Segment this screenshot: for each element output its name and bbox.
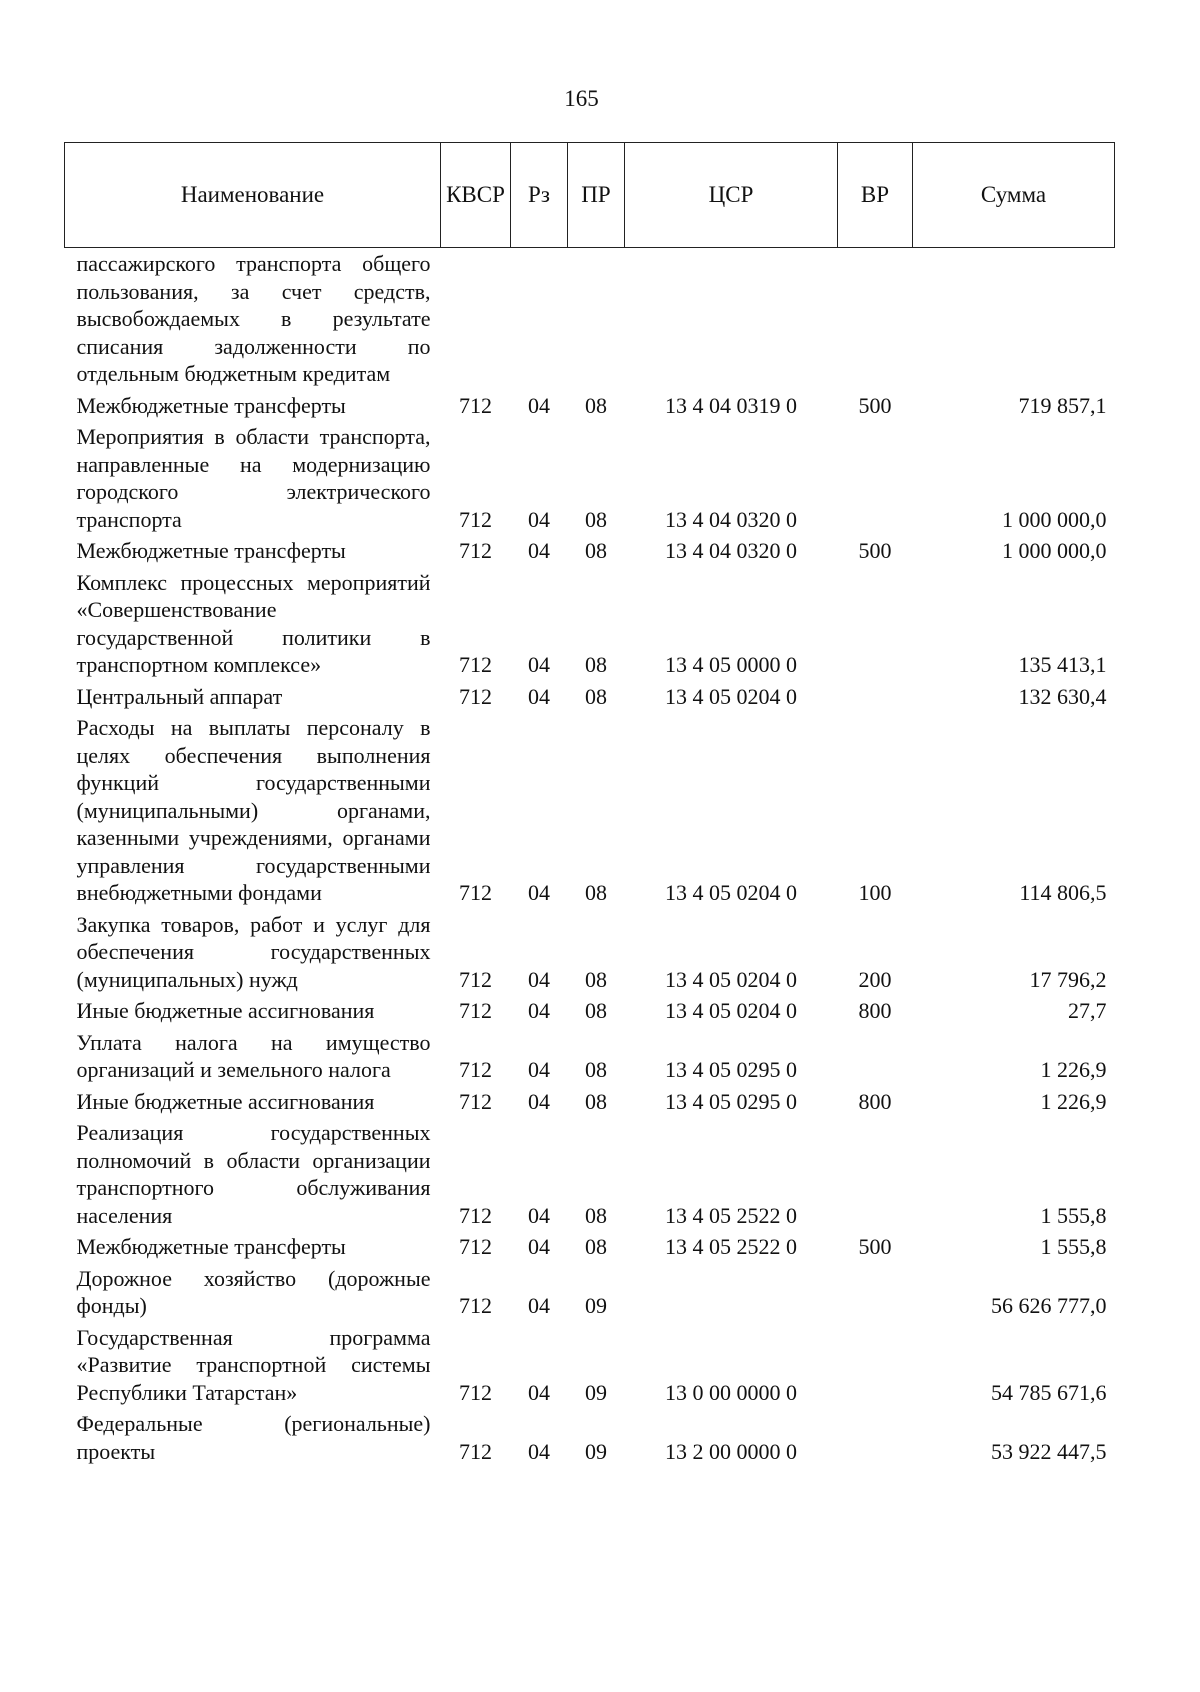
cell-csr: 13 4 05 2522 0 xyxy=(665,1234,797,1259)
cell-rz: 04 xyxy=(528,880,550,905)
cell-pr: 08 xyxy=(585,506,607,532)
cell-csr: 13 4 04 0319 0 xyxy=(665,392,797,418)
cell-pr: 09 xyxy=(585,1379,607,1405)
table-row xyxy=(65,1263,1115,1322)
cell-sum: 56 626 777,0 xyxy=(991,1293,1107,1318)
header-sum: Сумма xyxy=(913,143,1115,248)
cell-rz: 04 xyxy=(528,683,550,709)
cell-pr: 08 xyxy=(585,1057,607,1082)
cell-csr: 13 4 04 0320 0 xyxy=(665,506,797,532)
cell-rz xyxy=(511,248,568,390)
table-row xyxy=(65,1086,1115,1118)
cell-kvsr: 712 xyxy=(459,652,492,677)
cell-vr xyxy=(838,1117,913,1231)
cell-sum: 1 226,9 xyxy=(1040,1088,1107,1114)
cell-kvsr: 712 xyxy=(459,1088,492,1114)
cell-sum: 1 555,8 xyxy=(1040,1202,1107,1228)
budget-table xyxy=(64,142,1115,1467)
table-row xyxy=(65,909,1115,996)
cell-csr: 13 4 05 0295 0 xyxy=(665,1057,797,1082)
cell-name: Реализация государственных полномочий в области организации транспортного обслуживания населения xyxy=(76,1120,431,1228)
cell-vr xyxy=(838,248,913,390)
cell-vr: 200 xyxy=(858,966,892,992)
cell-rz: 04 xyxy=(528,1379,550,1405)
cell-pr: 08 xyxy=(585,1234,607,1259)
cell-pr: 09 xyxy=(585,1438,607,1464)
cell-csr: 13 0 00 0000 0 xyxy=(665,1379,797,1405)
cell-kvsr: 712 xyxy=(459,392,492,418)
cell-kvsr: 712 xyxy=(459,683,492,709)
table-row xyxy=(65,567,1115,681)
table-row xyxy=(65,1408,1115,1467)
cell-name: Иные бюджетные ассигнования xyxy=(76,998,375,1023)
cell-name: Закупка товаров, работ и услуг для обеспечения государственных (муниципальных) нужд xyxy=(76,911,431,992)
cell-pr: 08 xyxy=(585,392,607,418)
cell-vr: 800 xyxy=(858,1088,892,1114)
table-row xyxy=(65,1027,1115,1086)
cell-pr: 08 xyxy=(585,1202,607,1228)
table-row xyxy=(65,1231,1115,1263)
cell-sum: 114 806,5 xyxy=(1019,880,1107,905)
cell-name: Комплекс процессных мероприятий «Совершенствование государственной политики в транспортном комплексе» xyxy=(76,569,431,677)
cell-rz: 04 xyxy=(528,392,550,418)
cell-name: Иные бюджетные ассигнования xyxy=(76,1088,375,1114)
cell-sum: 1 226,9 xyxy=(1040,1057,1107,1082)
cell-sum xyxy=(913,248,1115,390)
cell-kvsr: 712 xyxy=(459,966,492,992)
cell-sum: 54 785 671,6 xyxy=(991,1379,1107,1405)
cell-sum: 1 000 000,0 xyxy=(1002,538,1107,563)
cell-sum: 1 555,8 xyxy=(1040,1234,1107,1259)
cell-pr xyxy=(568,248,625,390)
header-kvsr: КВСР xyxy=(441,143,511,248)
cell-kvsr: 712 xyxy=(459,506,492,532)
cell-name: Дорожное хозяйство (дорожные фонды) xyxy=(76,1265,431,1318)
cell-sum: 53 922 447,5 xyxy=(991,1438,1107,1464)
table-row xyxy=(65,535,1115,567)
cell-rz: 04 xyxy=(528,1293,550,1318)
cell-sum: 1 000 000,0 xyxy=(1002,506,1107,532)
cell-csr: 13 4 05 0295 0 xyxy=(665,1088,797,1114)
cell-rz: 04 xyxy=(528,1202,550,1228)
cell-pr: 08 xyxy=(585,998,607,1023)
cell-csr xyxy=(625,248,838,390)
cell-csr: 13 4 05 0204 0 xyxy=(665,683,797,709)
header-pr: ПР xyxy=(568,143,625,248)
cell-csr: 13 2 00 0000 0 xyxy=(665,1438,797,1464)
cell-sum: 17 796,2 xyxy=(1029,966,1107,992)
cell-name: Центральный аппарат xyxy=(76,683,283,709)
cell-kvsr: 712 xyxy=(459,1293,492,1318)
cell-rz: 04 xyxy=(528,1057,550,1082)
cell-vr xyxy=(838,1322,913,1409)
cell-name: Уплата налога на имущество организаций и земельного налога xyxy=(76,1029,431,1082)
cell-pr: 08 xyxy=(585,1088,607,1114)
header-rz: Рз xyxy=(511,143,568,248)
cell-kvsr: 712 xyxy=(459,998,492,1023)
cell-vr: 800 xyxy=(858,998,892,1023)
cell-rz: 04 xyxy=(528,1088,550,1114)
table-row xyxy=(65,248,1115,390)
cell-name: Межбюджетные трансферты xyxy=(76,392,346,418)
cell-sum: 719 857,1 xyxy=(1018,392,1107,418)
cell-kvsr: 712 xyxy=(459,1438,492,1464)
cell-name: Межбюджетные трансферты xyxy=(76,538,346,563)
table-row xyxy=(65,681,1115,713)
cell-pr: 08 xyxy=(585,538,607,563)
cell-sum: 135 413,1 xyxy=(1018,652,1107,677)
cell-name: пассажирского транспорта общего пользования, за счет средств, высвобождаемых в результате списания задолженности по отдельным бюджетным кредитам xyxy=(76,251,431,386)
cell-kvsr: 712 xyxy=(459,1202,492,1228)
cell-kvsr xyxy=(441,248,511,390)
cell-csr: 13 4 05 2522 0 xyxy=(665,1202,797,1228)
cell-name: Межбюджетные трансферты xyxy=(76,1234,346,1259)
cell-kvsr: 712 xyxy=(459,538,492,563)
cell-pr: 08 xyxy=(585,880,607,905)
cell-sum: 132 630,4 xyxy=(1018,683,1107,709)
cell-vr xyxy=(838,1027,913,1086)
cell-sum: 27,7 xyxy=(1068,998,1107,1023)
cell-csr: 13 4 04 0320 0 xyxy=(665,538,797,563)
table-row xyxy=(65,1117,1115,1231)
cell-kvsr: 712 xyxy=(459,1234,492,1259)
cell-vr: 100 xyxy=(858,880,892,905)
cell-rz: 04 xyxy=(528,538,550,563)
cell-kvsr: 712 xyxy=(459,1057,492,1082)
cell-vr xyxy=(838,421,913,535)
header-row xyxy=(65,143,1115,248)
table-row xyxy=(65,1322,1115,1409)
cell-kvsr: 712 xyxy=(459,1379,492,1405)
header-csr: ЦСР xyxy=(625,143,838,248)
cell-rz: 04 xyxy=(528,506,550,532)
table-header xyxy=(65,143,1115,248)
cell-pr: 08 xyxy=(585,966,607,992)
cell-vr: 500 xyxy=(858,538,892,563)
cell-vr: 500 xyxy=(858,1234,892,1259)
cell-csr xyxy=(625,1263,838,1322)
cell-kvsr: 712 xyxy=(459,880,492,905)
table-row xyxy=(65,712,1115,909)
cell-vr xyxy=(838,1263,913,1322)
table-row xyxy=(65,995,1115,1027)
cell-pr: 08 xyxy=(585,652,607,677)
table-row xyxy=(65,421,1115,535)
header-name: Наименование xyxy=(65,143,441,248)
cell-rz: 04 xyxy=(528,1234,550,1259)
budget-table-wrapper xyxy=(64,142,1114,1467)
cell-rz: 04 xyxy=(528,998,550,1023)
cell-rz: 04 xyxy=(528,1438,550,1464)
cell-pr: 08 xyxy=(585,683,607,709)
table-body xyxy=(65,248,1115,1468)
page-number: 165 xyxy=(564,86,599,111)
cell-csr: 13 4 05 0204 0 xyxy=(665,998,797,1023)
cell-vr: 500 xyxy=(858,392,892,418)
cell-name: Мероприятия в области транспорта, направленные на модернизацию городского электрического транспорта xyxy=(76,424,431,532)
table-row xyxy=(65,390,1115,422)
cell-rz: 04 xyxy=(528,966,550,992)
cell-pr: 09 xyxy=(585,1293,607,1318)
cell-csr: 13 4 05 0204 0 xyxy=(665,880,797,905)
cell-rz: 04 xyxy=(528,652,550,677)
cell-name: Государственная программа «Развитие транспортной системы Республики Татарстан» xyxy=(76,1324,431,1405)
cell-csr: 13 4 05 0000 0 xyxy=(665,652,797,677)
header-vr: ВР xyxy=(838,143,913,248)
cell-name: Расходы на выплаты персоналу в целях обеспечения выполнения функций государственными (муниципальными) органами, казенными учреждениями, органами управления государственными внебюджетными фондами xyxy=(76,715,431,905)
cell-name: Федеральные (региональные) проекты xyxy=(76,1411,431,1464)
cell-vr xyxy=(838,681,913,713)
cell-vr xyxy=(838,1408,913,1467)
cell-csr: 13 4 05 0204 0 xyxy=(665,966,797,992)
cell-vr xyxy=(838,567,913,681)
